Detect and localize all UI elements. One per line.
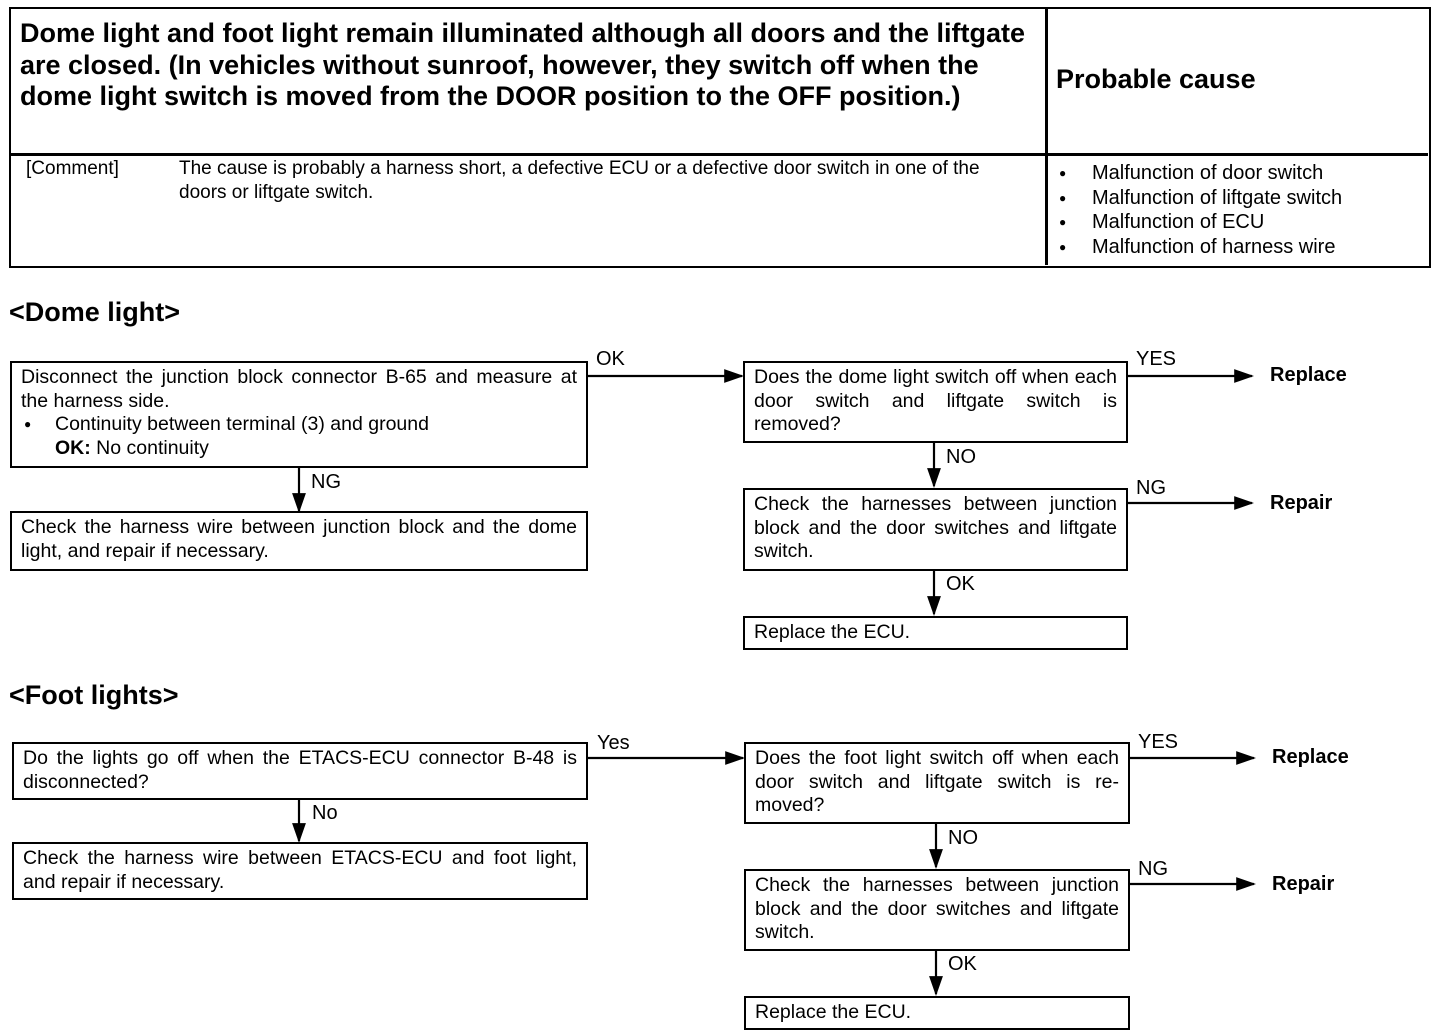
flow-label-yes: Yes: [597, 732, 630, 754]
comment-label: [Comment]: [26, 158, 119, 179]
flow-label-ng: NG: [1136, 477, 1166, 499]
action-replace-ecu: [743, 616, 1128, 650]
result-replace: Replace: [1272, 746, 1349, 768]
step-bullet: ● Continuity between terminal (3) and ground: [21, 413, 577, 437]
flow-label-ok: OK: [596, 348, 625, 370]
step-text: Disconnect the junction block connector B-65 and measure at the harness side.: [21, 366, 577, 412]
question-dome-light-switch: [743, 361, 1128, 443]
action-text: Check the harness wire between junction block and the dome light, and repair if necessary.: [21, 516, 577, 562]
section-title-foot-lights: <Foot lights>: [9, 680, 179, 710]
action-check-harnesses-switches: [743, 488, 1128, 571]
action-text: Replace the ECU.: [754, 621, 911, 643]
ok-label: OK:: [55, 436, 91, 459]
symptom-text: Dome light and foot light remain illuminated although all doors and the liftgate are closed. (In vehicles without sunroof, however, they switch off when the dome light switch is moved from the DOOR position to the OFF position.): [20, 18, 1026, 111]
question-text: Does the foot light switch off when each door switch and liftgate switch is re-moved?: [755, 747, 1119, 816]
question-text: Does the dome light switch off when each door switch and liftgate switch is removed?: [754, 366, 1117, 435]
flow-label-yes: YES: [1138, 731, 1179, 753]
list-item: ● Malfunction of ECU: [1049, 210, 1429, 235]
flow-label-no: NO: [948, 827, 978, 849]
comment-text: The cause is probably a harness short, a defective ECU or a defective door switch in one of the doors or liftgate switch.: [179, 158, 980, 203]
action-replace-ecu: [744, 996, 1130, 1030]
action-check-harness-dome: [10, 511, 588, 571]
list-item: ● Malfunction of door switch: [1049, 161, 1429, 186]
action-check-harness-foot: [12, 842, 588, 900]
question-foot-light-switch: [744, 742, 1130, 824]
section-title-dome-light: <Dome light>: [9, 297, 181, 327]
flow-label-yes: YES: [1136, 348, 1177, 370]
question-text: Do the lights go off when the ETACS-ECU connector B-48 is disconnected?: [23, 747, 577, 793]
result-replace: Replace: [1270, 364, 1347, 386]
result-repair: Repair: [1270, 492, 1333, 514]
probable-cause-title: Probable cause: [1056, 64, 1256, 94]
step-disconnect-junction-block: [10, 361, 588, 468]
action-text: Check the harnesses between junction block and the door switches and liftgate switch.: [755, 874, 1119, 943]
flow-label-no: NO: [946, 446, 976, 468]
flow-label-ok: OK: [946, 573, 975, 595]
action-text: Check the harnesses between junction block and the door switches and liftgate switch.: [754, 493, 1117, 562]
flow-label-ng: NG: [1138, 858, 1168, 880]
list-item: ● Malfunction of harness wire: [1049, 235, 1429, 260]
flow-label-ok: OK: [948, 953, 977, 975]
flow-label-ng: NG: [311, 471, 341, 493]
result-repair: Repair: [1272, 873, 1335, 895]
ok-text: No continuity: [90, 436, 209, 459]
step-ok-condition: [21, 437, 577, 461]
action-text: Replace the ECU.: [755, 1001, 912, 1023]
question-etacs-connector: [12, 742, 588, 800]
flow-label-no: No: [312, 802, 338, 824]
action-text: Check the harness wire between ETACS-ECU and foot light, and repair if necessary.: [23, 847, 577, 893]
list-item: ● Malfunction of liftgate switch: [1049, 186, 1429, 211]
action-check-harnesses-switches: [744, 869, 1130, 951]
